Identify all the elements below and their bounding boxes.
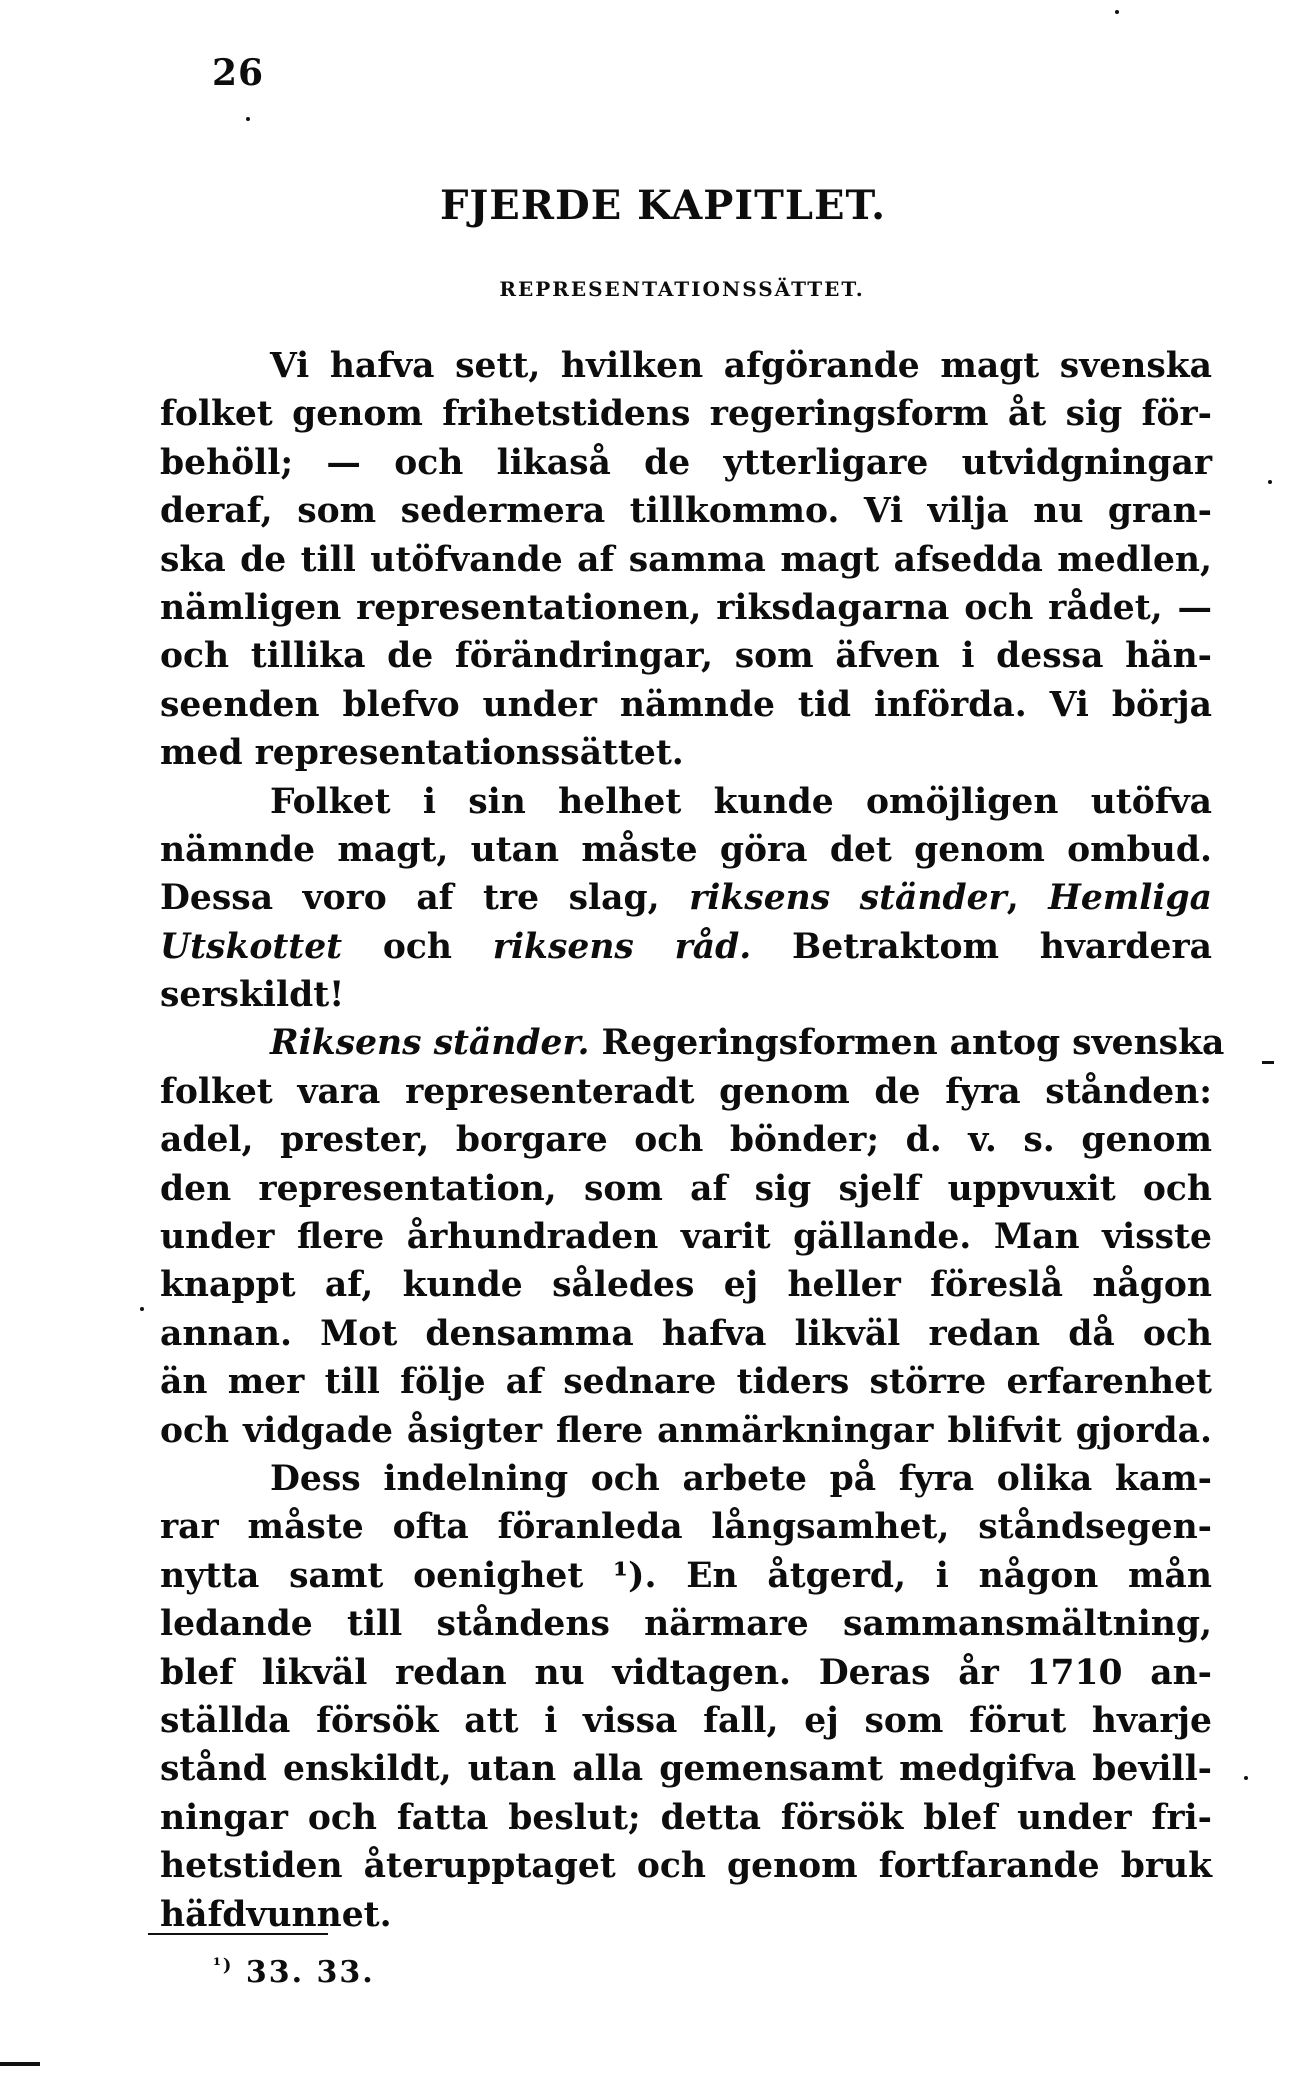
text-line: blef likväl redan nu vidtagen. Deras år 1710 an- bbox=[160, 1652, 1212, 1693]
text-line: Dess indelning och arbete på fyra olika kam- bbox=[270, 1458, 1212, 1499]
text-line: stånd enskildt, utan alla gemensamt medgifva bevill- bbox=[160, 1749, 1212, 1790]
chapter-title: FJERDE KAPITLET. bbox=[439, 182, 887, 229]
text-line: och vidgade åsigter flere anmärkningar blifvit gjorda. bbox=[160, 1410, 1212, 1451]
italic-term: Hemliga bbox=[1048, 878, 1212, 919]
text-run: Regeringsformen antog svenska bbox=[589, 1023, 1225, 1064]
text-line: ningar och fatta beslut; detta försök blef under fri- bbox=[160, 1797, 1212, 1838]
footnote-divider bbox=[148, 1933, 328, 1935]
text-line: ledande till ståndens närmare sammansmältning, bbox=[160, 1604, 1212, 1645]
text-line: nytta samt oenighet ¹). En åtgerd, i någon mån bbox=[160, 1555, 1212, 1596]
text-line-mixed bbox=[160, 874, 1212, 922]
text-line: ska de till utöfvande af samma magt afsedda medlen, bbox=[160, 539, 1212, 580]
text-line: Vi hafva sett, hvilken afgörande magt svenska bbox=[270, 346, 1212, 386]
scan-speck bbox=[140, 1307, 144, 1311]
text-line: med representationssättet. bbox=[160, 733, 684, 774]
text-line: knappt af, kunde således ej heller föreslå någon bbox=[160, 1265, 1212, 1306]
footnote-text: 33. 33. bbox=[245, 1955, 375, 1990]
text-run: och bbox=[342, 926, 493, 967]
text-run: , bbox=[1006, 878, 1049, 919]
footnote-marker: ¹) bbox=[213, 1955, 234, 1976]
text-line: rar måste ofta föranleda långsamhet, ståndsegen- bbox=[160, 1507, 1212, 1548]
text-run: Betraktom hvardera bbox=[751, 926, 1212, 967]
text-line: seenden blefvo under nämnde tid införda. Vi börja bbox=[160, 684, 1212, 725]
text-line: adel, prester, borgare och bönder; d. v. s. genom bbox=[160, 1120, 1212, 1161]
text-line: folket vara representeradt genom de fyra stånden: bbox=[160, 1071, 1212, 1112]
text-line: nämnde magt, utan måste göra det genom ombud. bbox=[160, 829, 1212, 870]
text-line: folket genom frihetstidens regeringsform åt sig för- bbox=[160, 394, 1212, 435]
page-number: 26 bbox=[212, 52, 265, 94]
text-line: Folket i sin helhet kunde omöjligen utöfva bbox=[270, 781, 1212, 822]
text-line: nämligen representationen, riksdagarna och rådet, — bbox=[160, 587, 1212, 628]
text-line: annan. Mot densamma hafva likväl redan då och bbox=[160, 1313, 1212, 1354]
text-run: Dessa voro af tre slag, bbox=[160, 878, 690, 919]
text-line: serskildt! bbox=[160, 975, 345, 1016]
text-line: deraf, som sedermera tillkommo. Vi vilja nu gran- bbox=[160, 491, 1212, 532]
section-title: REPRESENTATIONSSÄTTET. bbox=[499, 277, 865, 301]
scan-speck bbox=[246, 117, 250, 121]
italic-term: Utskottet bbox=[160, 926, 343, 967]
text-line: ställda försök att i vissa fall, ej som förut hvarje bbox=[160, 1700, 1212, 1741]
text-line-mixed bbox=[160, 923, 1212, 971]
italic-term: riksens råd. bbox=[492, 926, 752, 967]
scan-speck bbox=[1262, 1061, 1274, 1064]
text-line: häfdvunnet. bbox=[160, 1894, 392, 1935]
text-line: och tillika de förändringar, som äfven i dessa hän- bbox=[160, 636, 1212, 677]
text-line: under flere århundraden varit gällande. Man visste bbox=[160, 1217, 1212, 1258]
scan-speck bbox=[1244, 1776, 1248, 1780]
text-line: behöll; — och likaså de ytterligare utvidgningar bbox=[160, 442, 1212, 483]
scan-speck bbox=[0, 2062, 40, 2066]
scan-speck bbox=[1115, 10, 1119, 14]
scan-speck bbox=[1268, 480, 1272, 484]
italic-term: Riksens ständer. bbox=[270, 1023, 590, 1064]
italic-term: riksens ständer bbox=[689, 878, 1007, 919]
footnote bbox=[213, 1955, 375, 1990]
text-line: än mer till följe af sednare tiders större erfarenhet bbox=[160, 1362, 1212, 1403]
body-text bbox=[160, 342, 1225, 1939]
text-line: den representation, som af sig sjelf uppvuxit och bbox=[160, 1168, 1212, 1209]
text-line: hetstiden återupptaget och genom fortfarande bruk bbox=[160, 1846, 1212, 1887]
text-line-mixed bbox=[160, 1019, 1225, 1067]
